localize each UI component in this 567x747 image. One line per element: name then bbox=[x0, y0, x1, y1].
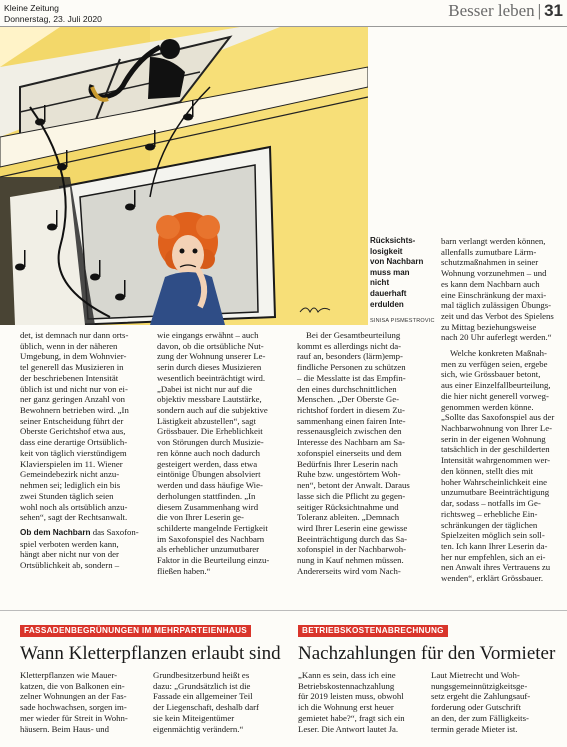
text-line: Grössbauer. Die Erheblichkeit bbox=[157, 426, 263, 437]
text-line: ten. Ich kann Ihrer Leserin da- bbox=[441, 540, 548, 551]
caption-line: Rücksichts- bbox=[370, 236, 416, 245]
brief-left-column-a bbox=[20, 670, 146, 734]
text-line: wohl noch als ortsüblich anzu- bbox=[20, 501, 128, 512]
text-line: derholungen stattfinden. „In bbox=[157, 490, 256, 501]
article-column-1 bbox=[20, 330, 150, 571]
text-line: Interesse des Nachbarn am Sa- bbox=[297, 437, 405, 448]
text-line: für 2019 leisten muss, obwohl bbox=[298, 691, 404, 702]
text-line: richtshof fordert in diesem Zu- bbox=[297, 405, 405, 416]
text-line: üblich ist und nicht nur von ei- bbox=[20, 383, 128, 394]
text-line: barn verlangt werden können, bbox=[441, 236, 546, 246]
text-line: dar, sodass – notfalls im Ge- bbox=[441, 498, 541, 509]
text-line: ner ganz geringen Anzahl von bbox=[20, 394, 125, 405]
kicker-facade-greening: FASSADENBEGRÜNUNGEN IM MEHRPARTEIENHAUS bbox=[20, 625, 251, 637]
text-line: schutzmaßnahmen in seiner bbox=[441, 257, 539, 268]
text-line bbox=[20, 527, 150, 539]
text-line: mer wieder für Streit in Wohn- bbox=[20, 712, 128, 723]
text-line: zelner Wohnungen an der Fas- bbox=[20, 691, 127, 702]
text-line: Bedürfnis Ihrer Leserin nach bbox=[297, 458, 398, 469]
article-column-right-top bbox=[441, 236, 563, 343]
text-line: ressenausgleich zwischen den bbox=[297, 426, 402, 437]
text-line: sammenhang einen fairen Inte- bbox=[297, 415, 406, 426]
text-line: im Saxofonspiel des Nachbarn bbox=[157, 533, 265, 544]
text-line: termin gerade Mieter ist. bbox=[431, 723, 518, 734]
text-line: zung der Wohnung unserer Le- bbox=[157, 351, 266, 362]
text-line: nen Anwalt ihres Vertrauens zu bbox=[441, 562, 551, 573]
text-line: aus einer Einzelfallbeurteilung, bbox=[441, 380, 551, 391]
kicker-operating-costs: BETRIEBSKOSTENABRECHNUNG bbox=[298, 625, 448, 637]
text-line: tatsächlich in der geschilderten bbox=[441, 444, 550, 455]
cartoon-saxophone-neighbor bbox=[0, 27, 368, 325]
text-line: wesentlich beeinträchtigt wird. bbox=[157, 372, 266, 383]
text-line: eigenmächtig verändern.“ bbox=[153, 723, 244, 734]
text-line: zwei Stunden täglich seien bbox=[20, 490, 114, 501]
section-separator: | bbox=[537, 1, 542, 20]
text-line: keit von täglich vierstündigem bbox=[20, 447, 127, 458]
text-line: dazu: „Grundsätzlich ist die bbox=[153, 680, 251, 691]
masthead bbox=[4, 3, 102, 25]
text-line: kommt es allerdings nicht da- bbox=[297, 340, 402, 351]
text-line: der Liegenschaft, deshalb darf bbox=[153, 702, 259, 713]
article-subhead: Ob dem Nachbarn bbox=[20, 527, 91, 537]
text-line: es kann dem Nachbarn auch bbox=[441, 278, 540, 289]
text-line: richtsweg – erhebliche Ein- bbox=[441, 508, 538, 519]
image-caption bbox=[370, 236, 436, 310]
text-line: Oberste Gerichtshof etwa aus, bbox=[20, 426, 126, 437]
text-line: spiel verboten werden kann, bbox=[20, 538, 119, 549]
caption-line: nicht bbox=[370, 278, 390, 288]
text-line: Betriebskostennachzahlung bbox=[298, 680, 395, 691]
brief-right-column-b bbox=[431, 670, 563, 734]
article-column-4 bbox=[441, 348, 563, 584]
text-line: men zu verfügen seien, ergebe bbox=[441, 358, 548, 369]
issue-date: Donnerstag, 23. Juli 2020 bbox=[4, 14, 102, 24]
text-line: ich die Wohnung erst heuer bbox=[298, 702, 394, 713]
newspaper-name: Kleine Zeitung bbox=[4, 3, 59, 13]
text-line: setz ergeht die Zahlungsauf- bbox=[431, 691, 531, 702]
text-line: Toleranz ableiten. „Demnach bbox=[297, 512, 400, 523]
text-line: schilderte mangelnde Fertigkeit bbox=[157, 522, 268, 533]
text-line: häusern. Beim Haus- und bbox=[20, 723, 109, 734]
text-line: sade hochwachsen, sorgen im- bbox=[20, 702, 127, 713]
caption-line: muss man bbox=[370, 267, 410, 277]
text-line: xofonspiel einerseits und dem bbox=[297, 447, 402, 458]
text-line: Fassade ein allgemeiner Teil bbox=[153, 691, 253, 702]
photo-credit: SINISA PISMESTROVIC bbox=[370, 318, 435, 324]
text-line: Klavierspielen im 11. Wiener bbox=[20, 458, 123, 469]
headline-climbing-plants: Wann Kletterpflanzen erlaubt sind bbox=[20, 643, 281, 664]
text-line: Beeinträchtigung durch das Sa- bbox=[297, 533, 408, 544]
text-line: sich, wie Grössbauer betont, bbox=[441, 369, 541, 380]
text-line: „Dabei ist nicht nur auf die bbox=[157, 383, 253, 394]
text-line: Leser. Die Antwort lautet Ja. bbox=[298, 723, 399, 734]
text-line: forderung oder Gutschrift bbox=[431, 702, 521, 713]
text-line: Umgebung, in dem Wohnvier- bbox=[20, 351, 127, 362]
text-span: das Saxofon- bbox=[90, 526, 139, 537]
article-column-2 bbox=[157, 330, 289, 577]
text-line: Ruhe bzw. ungestörtem Woh- bbox=[297, 469, 401, 480]
article-column-3 bbox=[297, 330, 435, 577]
text-line: allenfalls zumutbare Lärm- bbox=[441, 246, 537, 257]
text-line: Wohnung vorzunehmen – und bbox=[441, 268, 547, 279]
text-line: katzen, die von Balkonen ein- bbox=[20, 680, 125, 691]
text-line: Bei der Gesamtbeurteilung bbox=[306, 330, 401, 340]
text-line: sondern auch auf die subjektive bbox=[157, 405, 268, 416]
text-line: gesteigert werden, dass etwa bbox=[157, 458, 258, 469]
text-line: nung in Kauf nehmen müssen. bbox=[297, 555, 404, 566]
text-line: „Sollte das Saxofonspiel aus der bbox=[441, 412, 555, 423]
text-line: lasse sich die Pflicht zu gegen- bbox=[297, 490, 406, 501]
text-line: nen“, betont der Anwalt. Daraus bbox=[297, 480, 410, 491]
cartoon-illustration bbox=[0, 27, 368, 325]
text-line: gemietet habe?“, fragt sich ein bbox=[298, 712, 405, 723]
text-line: rauf an, besonders (lärm)emp- bbox=[297, 351, 403, 362]
text-line: det, ist demnach nur dann orts- bbox=[20, 330, 129, 340]
text-line: xofonspiel in der Nachbarwoh- bbox=[297, 544, 407, 555]
text-line: nungsgemeinnützigkeitsge- bbox=[431, 680, 528, 691]
text-line: sie kein Miteigentümer bbox=[153, 712, 235, 723]
text-line: der beschriebenen Intensität bbox=[20, 372, 119, 383]
text-line: Menschen. „Der Oberste Ge- bbox=[297, 394, 400, 405]
page-number: 31 bbox=[544, 1, 563, 20]
text-line: den können, stellt dies mit bbox=[441, 465, 534, 476]
text-line: sehen“, sagt der Rechtsanwalt. bbox=[20, 512, 128, 523]
text-line: Grundbesitzerbund heißt es bbox=[153, 670, 250, 680]
text-line: nach 20 Uhr auferlegt werden.“ bbox=[441, 332, 552, 343]
brief-right-column-a bbox=[298, 670, 424, 734]
text-line: unzumutbare Beeinträchtigung bbox=[441, 487, 550, 498]
section-divider bbox=[0, 610, 567, 611]
text-line: Laut Mietrecht und Woh- bbox=[431, 670, 520, 680]
text-line: findliche Personen zu schützen bbox=[297, 362, 406, 373]
text-line: tel generell das Musizieren in bbox=[20, 362, 124, 373]
text-line: „Kann es sein, dass ich eine bbox=[298, 670, 396, 680]
text-line: Intensität wahrgenommen wer- bbox=[441, 455, 551, 466]
text-line: wenden“, erklärt Grössbauer. bbox=[441, 573, 544, 584]
text-line: die von Ihrer Leserin ge- bbox=[157, 512, 244, 523]
text-line: Ortsüblichkeit ab, sondern – bbox=[20, 560, 120, 571]
text-line: an den, der zum Fälligkeits- bbox=[431, 712, 529, 723]
text-line: hängt aber nicht nur von der bbox=[20, 549, 119, 560]
text-line: hoher Wahrscheinlichkeit eine bbox=[441, 476, 548, 487]
text-line: schränkungen der täglichen bbox=[441, 519, 538, 530]
text-line: den eines durchschnittlichen bbox=[297, 383, 397, 394]
text-line: diesem Zusammenhang wird bbox=[157, 501, 259, 512]
text-line: Welche konkreten Maßnah- bbox=[450, 348, 547, 358]
caption-line: erdulden bbox=[370, 299, 404, 309]
text-line: dass eine derartige Ortsüblich- bbox=[20, 437, 128, 448]
text-line: serin durch dieses Musizieren bbox=[157, 362, 262, 373]
caption-line: dauerhaft bbox=[370, 288, 407, 298]
text-line: Nachbarwohnung von Ihrer Le- bbox=[441, 423, 553, 434]
text-line: von Störungen durch Musizie- bbox=[157, 437, 264, 448]
brief-left-column-b bbox=[153, 670, 286, 734]
text-line: her nur empfehlen, sich an ei- bbox=[441, 551, 546, 562]
text-line: Andererseits wird vom Nach- bbox=[297, 565, 401, 576]
text-line: eintönige Übungen absolviert bbox=[157, 469, 261, 480]
text-line: ren könne auch noch dadurch bbox=[157, 447, 261, 458]
text-line: Bewohnern betrieben wird. „In bbox=[20, 405, 129, 416]
text-line: Lästigkeit abzustellen“, sagt bbox=[157, 415, 256, 426]
caption-line: von Nachbarn bbox=[370, 257, 424, 267]
text-line: Faktor in die Beurteilung einzu- bbox=[157, 555, 270, 566]
text-line: davon, ob die ortsübliche Nut- bbox=[157, 340, 264, 351]
text-line: Gemeindebezirk nicht anzu- bbox=[20, 469, 120, 480]
text-line: mal täglich zulässigen Übungs- bbox=[441, 300, 552, 311]
text-line: wird Ihrer Leserin eine gewisse bbox=[297, 522, 408, 533]
text-line: zu Mittag beziehungsweise bbox=[441, 321, 537, 332]
section-title: Besser leben bbox=[448, 1, 535, 20]
text-line: – die Messlatte ist das Empfin- bbox=[297, 372, 406, 383]
text-line: seitiger Rücksichtnahme und bbox=[297, 501, 399, 512]
text-line: üblich, wenn in der näheren bbox=[20, 340, 118, 351]
text-line: Kletterpflanzen wie Mauer- bbox=[20, 670, 117, 680]
text-line: objektiv messbare Lautstärke, bbox=[157, 394, 262, 405]
text-line: die hier nicht generell vorweg- bbox=[441, 390, 549, 401]
caption-line: losigkeit bbox=[370, 246, 403, 256]
text-line: genommen werden könne. bbox=[441, 401, 534, 412]
text-line: nehmen sei; lediglich ein bis bbox=[20, 480, 121, 491]
text-line: Spielzeiten möglich sein soll- bbox=[441, 530, 545, 541]
text-line: eine Einschränkung der maxi- bbox=[441, 289, 547, 300]
text-line: werden und dass häufige Wie- bbox=[157, 480, 263, 491]
text-line: zeit und das Verbot des Spielens bbox=[441, 311, 554, 322]
section-header bbox=[448, 1, 563, 21]
text-line: wie eingangs erwähnt – auch bbox=[157, 330, 259, 340]
text-line: serin in der eigenen Wohnung bbox=[441, 433, 546, 444]
headline-back-payments: Nachzahlungen für den Vormieter bbox=[298, 643, 556, 664]
text-line: fließen haben.“ bbox=[157, 565, 211, 576]
text-line: als erheblicher unzumutbarer bbox=[157, 544, 260, 555]
text-line: seiner Entscheidung führt der bbox=[20, 415, 124, 426]
